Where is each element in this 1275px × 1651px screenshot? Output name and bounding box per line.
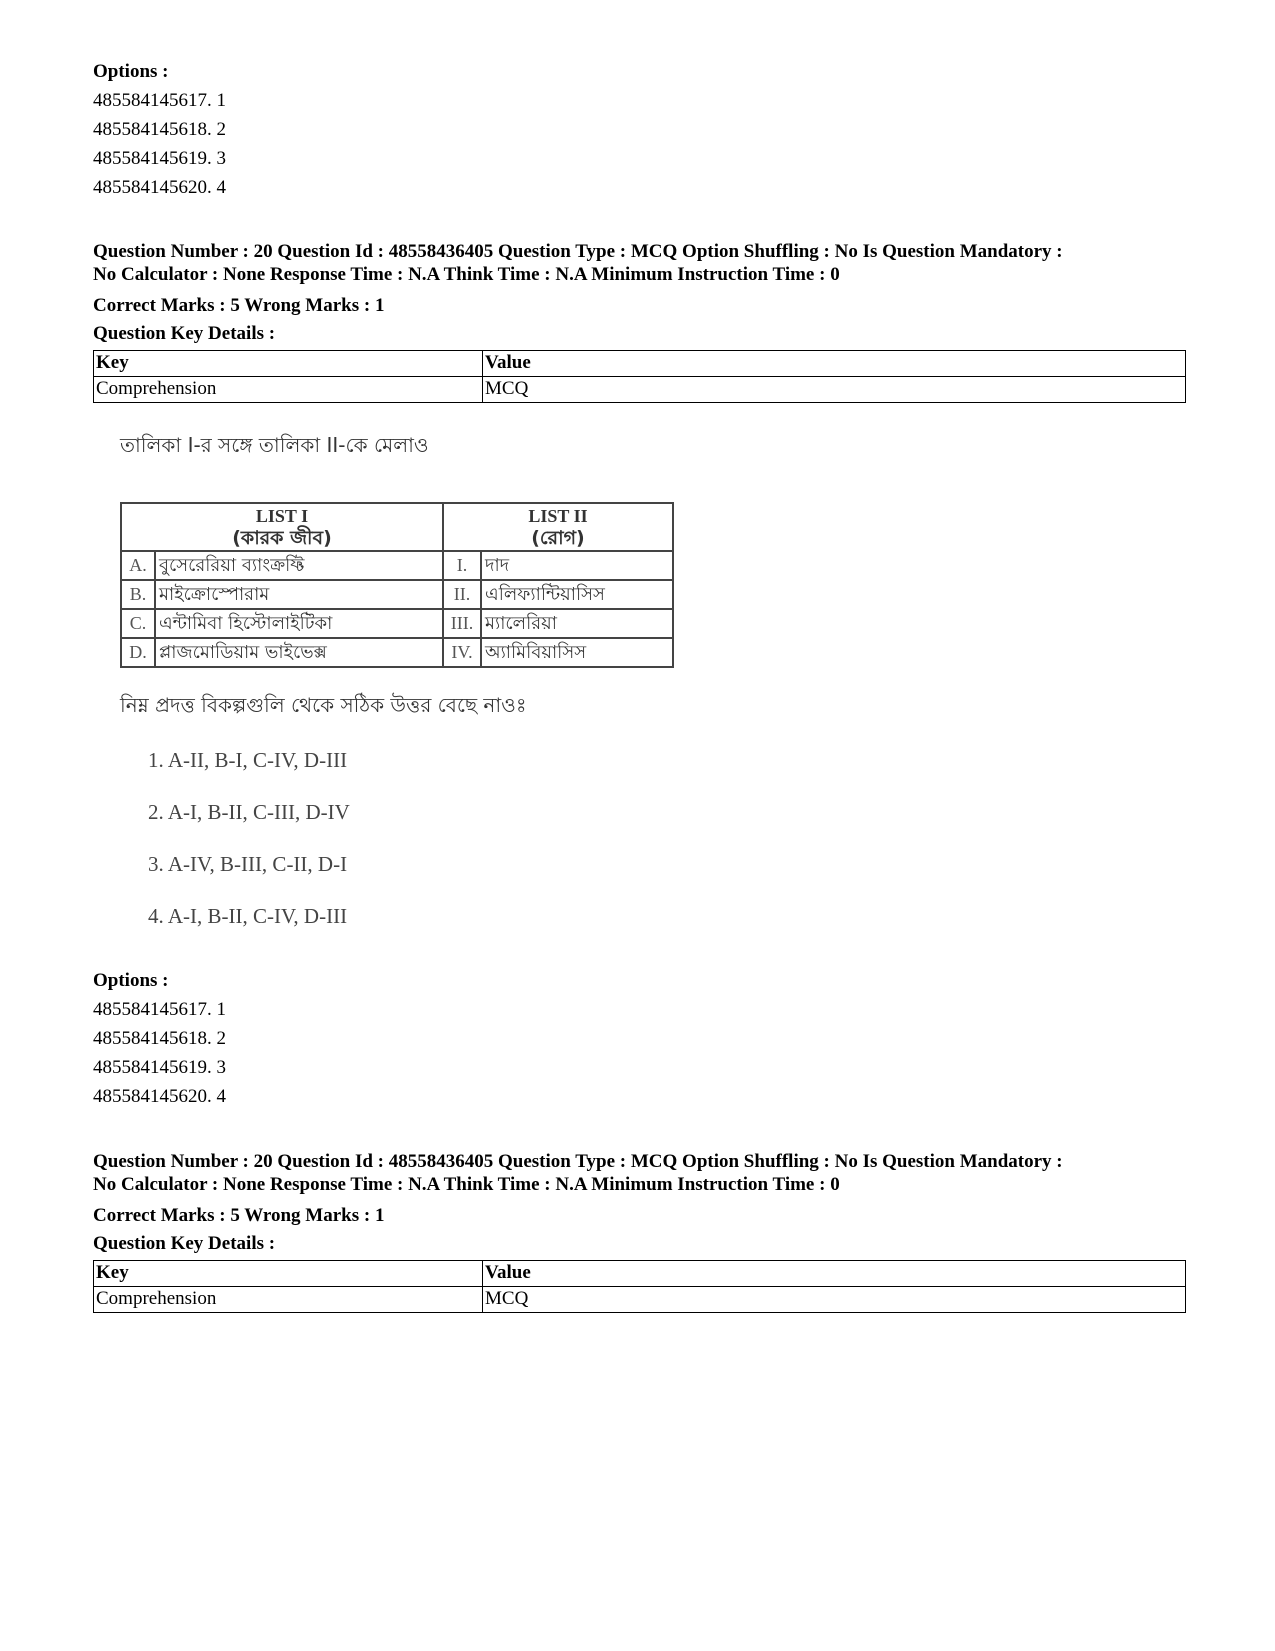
list2-title: LIST II xyxy=(528,506,588,526)
match-header-row xyxy=(121,503,673,551)
list2-item: এলিফ্যান্টিয়াসিস xyxy=(481,580,673,609)
question-instruction: তালিকা I-র সঙ্গে তালিকা II-কে মেলাও xyxy=(120,433,429,457)
marks-line: Correct Marks : 5 Wrong Marks : 1 xyxy=(93,295,385,316)
option-item: 485584145617. 1 xyxy=(93,999,226,1020)
list2-label: I. xyxy=(443,551,481,580)
question-meta-line: No Calculator : None Response Time : N.A Think Time : N.A Minimum Instruction Time : 0 xyxy=(93,264,840,285)
answer-choice: 3. A-IV, B-III, C-II, D-I xyxy=(148,852,348,876)
option-item: 485584145620. 4 xyxy=(93,1086,226,1107)
list2-item: অ্যামিবিয়াসিস xyxy=(481,638,673,667)
option-item: 485584145619. 3 xyxy=(93,148,226,169)
table-header-value: Value xyxy=(483,1261,1186,1287)
option-item: 485584145618. 2 xyxy=(93,119,226,140)
table-cell-key: Comprehension xyxy=(94,377,483,403)
key-details-table xyxy=(93,1260,1186,1313)
table-cell-key: Comprehension xyxy=(94,1287,483,1313)
match-row xyxy=(121,638,673,667)
list2-item: দাদ xyxy=(481,551,673,580)
choose-instruction: নিম্ন প্রদত্ত বিকল্পগুলি থেকে সঠিক উত্তর বেছে নাওঃ xyxy=(120,693,527,717)
list1-label: A. xyxy=(121,551,155,580)
list2-item: ম্যালেরিয়া xyxy=(481,609,673,638)
list1-title: LIST I xyxy=(255,506,309,526)
list1-item: এন্টামিবা হিস্টোলাইটিকা xyxy=(155,609,443,638)
options-block-bottom xyxy=(93,967,1193,1112)
table-header-value: Value xyxy=(483,351,1186,377)
list1-label: C. xyxy=(121,609,155,638)
table-header-row xyxy=(94,351,1186,377)
table-row xyxy=(94,1287,1186,1313)
list2-label: II. xyxy=(443,580,481,609)
option-item: 485584145617. 1 xyxy=(93,90,226,111)
table-header-key: Key xyxy=(94,351,483,377)
list1-item: বুসেরেরিয়া ব্যাংক্রফ্টি xyxy=(155,551,443,580)
answer-choice: 1. A-II, B-I, C-IV, D-III xyxy=(148,748,348,772)
options-heading: Options : xyxy=(93,970,169,991)
marks-line: Correct Marks : 5 Wrong Marks : 1 xyxy=(93,1205,385,1226)
match-table xyxy=(120,502,674,668)
list1-item: প্লাজমোডিয়াম ভাইভেক্স xyxy=(155,638,443,667)
list2-label: III. xyxy=(443,609,481,638)
table-header-key: Key xyxy=(94,1261,483,1287)
match-row xyxy=(121,609,673,638)
list2-label: IV. xyxy=(443,638,481,667)
question-meta-line: Question Number : 20 Question Id : 48558436405 Question Type : MCQ Option Shuffling : No Is Question Mandatory : xyxy=(93,1151,1063,1172)
list1-label: B. xyxy=(121,580,155,609)
option-item: 485584145618. 2 xyxy=(93,1028,226,1049)
table-header-row xyxy=(94,1261,1186,1287)
question-meta-block xyxy=(93,240,1193,403)
match-row xyxy=(121,580,673,609)
key-details-table xyxy=(93,350,1186,403)
answer-choice: 4. A-I, B-II, C-IV, D-III xyxy=(148,904,348,928)
question-meta-line: Question Number : 20 Question Id : 48558436405 Question Type : MCQ Option Shuffling : No Is Question Mandatory : xyxy=(93,241,1063,262)
question-meta-line: No Calculator : None Response Time : N.A Think Time : N.A Minimum Instruction Time : 0 xyxy=(93,1174,840,1195)
table-row xyxy=(94,377,1186,403)
option-item: 485584145620. 4 xyxy=(93,177,226,198)
key-details-heading: Question Key Details : xyxy=(93,1233,276,1254)
options-block-top xyxy=(93,58,1193,203)
answer-choice: 2. A-I, B-II, C-III, D-IV xyxy=(148,800,350,824)
list1-header xyxy=(121,503,443,551)
option-item: 485584145619. 3 xyxy=(93,1057,226,1078)
list1-label: D. xyxy=(121,638,155,667)
list1-subtitle: (কারক জীব) xyxy=(232,527,332,549)
table-cell-value: MCQ xyxy=(483,1287,1186,1313)
match-row xyxy=(121,551,673,580)
options-heading: Options : xyxy=(93,61,169,82)
list2-header xyxy=(443,503,673,551)
table-cell-value: MCQ xyxy=(483,377,1186,403)
key-details-heading: Question Key Details : xyxy=(93,323,276,344)
question-meta-block xyxy=(93,1150,1193,1313)
list2-subtitle: (রোগ) xyxy=(531,527,585,549)
list1-item: মাইক্রোস্পোরাম xyxy=(155,580,443,609)
